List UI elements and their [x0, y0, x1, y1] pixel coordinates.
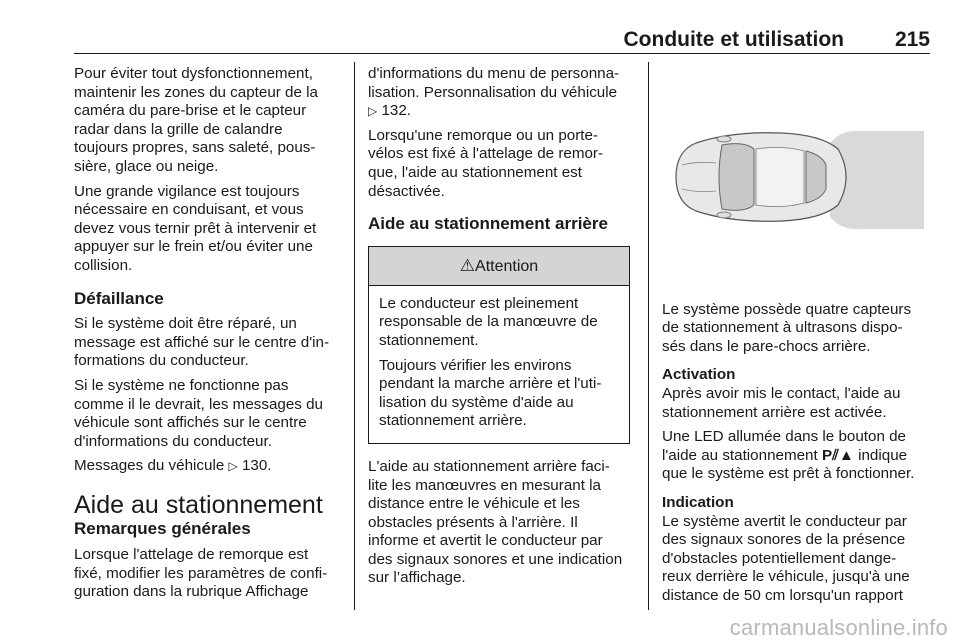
- attention-header: [369, 247, 629, 286]
- attention-title: Attention: [475, 257, 539, 275]
- heading-indication: Indication: [662, 493, 734, 511]
- warning-icon: ⚠: [459, 255, 476, 275]
- column-1: [74, 65, 344, 608]
- paragraph-rear-assist-description: L'aide au stationnement arrière faci- lite les manœuvres en mesurant la distance entre le véhicule et les obstacles présents à l'arrière. Il informe et avertit le conducteur par des signaux sonores et une indication sur l’affichage.: [368, 457, 623, 587]
- attention-paragraph-2: Toujours vérifier les environs pendant la marche arrière et l'uti- lisation du système d'aide au stationnement arrière.: [379, 356, 602, 430]
- page-reference-link[interactable]: 132.: [377, 102, 412, 120]
- heading-activation: Activation: [662, 366, 736, 384]
- column-divider-1: [354, 62, 355, 610]
- attention-paragraph-1: Le conducteur est pleinement responsable de la manœuvre de stationnement.: [379, 294, 598, 349]
- paragraph-four-sensors: Le système possède quatre capteurs de stationnement à ultrasons dispo- sés dans le pare-chocs arrière.: [662, 300, 912, 355]
- heading-aide-arriere: Aide au stationnement arrière: [368, 214, 608, 234]
- paragraph-repair: Si le système doit être réparé, un message est affiché sur le centre d'in- formations du conducteur.: [74, 315, 330, 370]
- paragraph-trailer-hitch: Lorsque l'attelage de remorque est fixé, modifier les paramètres de confi- guration dans la rubrique Affichage: [74, 546, 328, 601]
- paragraph-led-indicator: Une LED allumée dans le bouton de l'aide au stationnement P⫽▲ indique que le système est prêt à fonctionner.: [662, 428, 915, 483]
- header-rule: [74, 53, 930, 54]
- parking-assist-icon: P⫽▲: [821, 446, 854, 464]
- paragraph-vehicle-messages-ref: Messages du véhicule ▷ 130.: [74, 457, 272, 475]
- page-reference-icon: ▷: [368, 104, 378, 119]
- paragraph-sensor-cleaning: Pour éviter tout dysfonctionnement, maintenir les zones du capteur de la caméra du pare-brise et le capteur radar dans la grille de calandre toujours propres, sans saleté, pous- sière, glace ou neige.: [74, 65, 318, 175]
- column-divider-2: [648, 62, 649, 610]
- page-reference-link[interactable]: 130.: [237, 457, 272, 475]
- attention-box: [368, 246, 630, 444]
- watermark: carmanualsonline.info: [729, 615, 948, 640]
- column-2: [368, 65, 638, 594]
- section-title: Conduite et utilisation: [623, 28, 844, 51]
- heading-defaillance: Défaillance: [74, 288, 164, 308]
- paragraph-vigilance: Une grande vigilance est toujours nécessaire en conduisant, et vous devez vous ternir prêt à intervenir et appuyer sur le frein et/ou éviter une collision.: [74, 182, 317, 274]
- column-3: [662, 65, 932, 612]
- car-parking-sensor-illustration: [662, 65, 926, 283]
- paragraph-bike-carrier: Lorsqu'une remorque ou un porte- vélos est fixé à l'attelage de remor- que, l'aide au stationnement est désactivée.: [368, 126, 604, 200]
- page-reference-icon: ▷: [228, 459, 238, 474]
- page-number: 215: [894, 28, 930, 51]
- paragraph-personalisation: d'informations du menu de personna- lisation. Personnalisation du véhicule ▷ 132.: [368, 65, 620, 120]
- heading-remarques-generales: Remarques générales: [74, 519, 251, 539]
- attention-body: [369, 286, 629, 443]
- heading-aide-stationnement: Aide au stationnement: [74, 490, 323, 519]
- paragraph-activation: Après avoir mis le contact, l'aide au stationnement arrière est activée.: [662, 384, 901, 421]
- paragraph-indication: Le système avertit le conducteur par des signaux sonores de la présence d'obstacles potentiellement dange- reux derrière le véhicule, jusqu'à une distance de 50 cm lorsqu'un rapport: [662, 512, 910, 604]
- paragraph-malfunction: Si le système ne fonctionne pas comme il le devrait, les messages du véhicule sont affichés sur le centre d'informations du conducteur.: [74, 376, 324, 450]
